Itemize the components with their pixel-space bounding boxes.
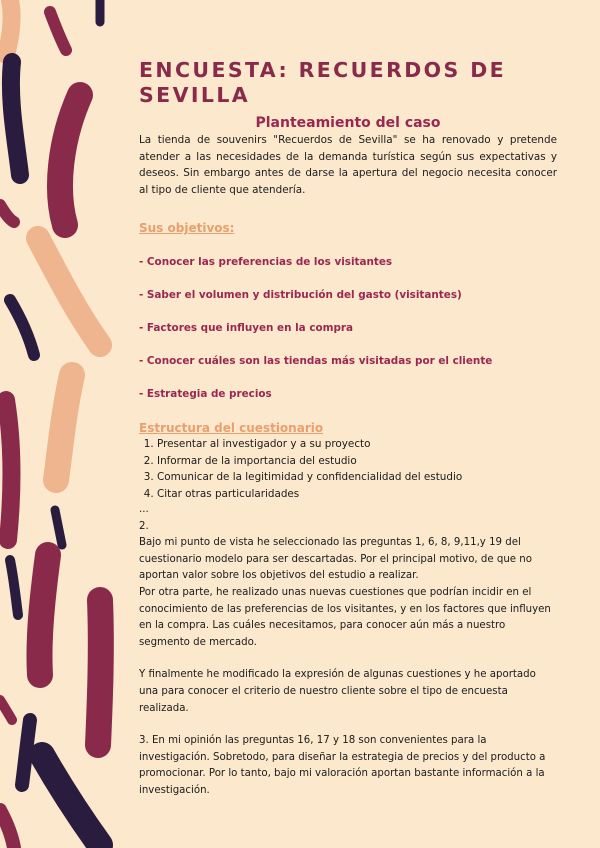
structure-list (139, 436, 557, 502)
objectives-heading: Sus objetivos: (139, 221, 235, 236)
objective-item: - Estrategia de precios (139, 388, 272, 401)
section-number: 2. (139, 520, 149, 532)
document-body (139, 58, 557, 800)
objective-item: - Saber el volumen y distribución del gasto (visitantes) (139, 289, 462, 302)
list-item: 1. Presentar al investigador y a su proyecto (157, 436, 557, 452)
case-subtitle: Planteamiento del caso (255, 115, 441, 131)
paragraph: Y finalmente he modificado la expresión de algunas cuestiones y he aportado una para conocer el criterio de nuestro cliente sobre el tipo de encuesta realizada. (139, 669, 536, 714)
decorative-brush-strokes (0, 0, 130, 848)
list-item: 2. Informar de la importancia del estudio (157, 453, 557, 469)
ellipsis: ... (139, 504, 149, 515)
page-title: ENCUESTA: RECUERDOS DE SEVILLA (139, 58, 507, 107)
structure-heading: Estructura del cuestionario (139, 421, 324, 436)
list-item: 3. Comunicar de la legitimidad y confidencialidad del estudio (157, 469, 557, 485)
list-item: 4. Citar otras particularidades (157, 486, 557, 502)
paragraph: 3. En mi opinión las preguntas 16, 17 y 18 son convenientes para la investigación. Sobretodo, para diseñar la estrategia de precios y del producto a promocionar. Por lo tanto, bajo mi valoración aportan bastante información a la investigación. (139, 735, 546, 796)
intro-paragraph: La tienda de souvenirs "Recuerdos de Sevilla" se ha renovado y pretende atender a las necesidades de la demanda turística según sus expectativas y deseos. Sin embargo antes de darse la apertura del negocio necesita conocer al tipo de cliente que atendería. (139, 134, 557, 196)
objective-item: - Conocer cuáles son las tiendas más visitadas por el cliente (139, 355, 493, 368)
paragraph: Bajo mi punto de vista he seleccionado las preguntas 1, 6, 8, 9,11,y 19 del cuestionario modelo para ser descartadas. Por el principal motivo, de que no aportan valor sobre los objetivos del estudio a realizar. (139, 537, 532, 582)
objective-item: - Conocer las preferencias de los visitantes (139, 256, 393, 269)
paragraph: Por otra parte, he realizado unas nuevas cuestiones que podrían incidir en el conocimiento de las preferencias de los visitantes, y en los factores que influyen en la compra. Las cuáles necesitamos, para conocer aún más a nuestro segmento de mercado. (139, 586, 551, 648)
objective-item: - Factores que influyen en la compra (139, 322, 354, 335)
